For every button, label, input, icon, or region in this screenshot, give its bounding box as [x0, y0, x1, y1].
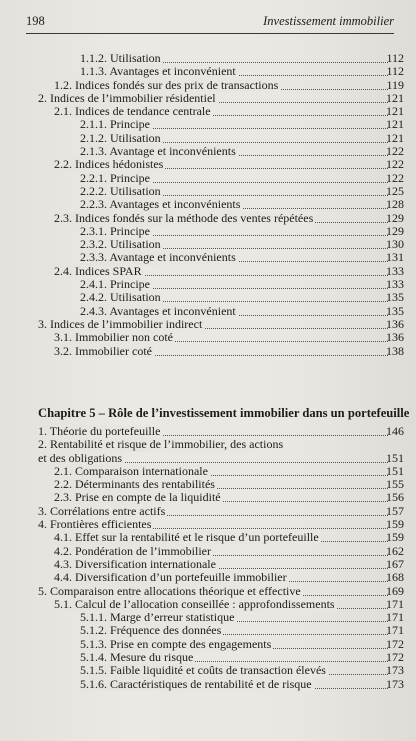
toc-entry-page: 172	[386, 650, 404, 665]
toc-entry-label: 2.2.3. Avantages et inconvénients	[80, 197, 241, 212]
toc-entry-label: 2.2.2. Utilisation	[80, 183, 161, 198]
toc-entry	[0, 345, 416, 358]
toc-entry-label: 3. Corrélations entre actifs	[38, 503, 166, 518]
toc-entry-label: 2.1. Comparaison internationale	[54, 463, 208, 478]
page-header	[26, 14, 394, 32]
toc-entry-page: 171	[386, 610, 404, 625]
toc-entry	[0, 505, 416, 518]
toc-entry	[0, 52, 416, 65]
toc-entry-page: 112	[386, 64, 404, 79]
toc-entry-page: 171	[386, 596, 404, 611]
toc-entry-page: 130	[386, 237, 404, 252]
toc-entry-page: 138	[386, 343, 404, 358]
toc-entry-page: 155	[386, 477, 404, 492]
toc-entry-page: 121	[386, 117, 404, 132]
toc-entry	[0, 518, 416, 531]
toc-entry-page: 129	[386, 223, 404, 238]
toc-entry-page: 151	[386, 463, 404, 478]
toc-entry-page: 162	[386, 543, 404, 558]
toc-entry-page: 159	[386, 530, 404, 545]
toc-entry	[0, 172, 416, 185]
toc-entry	[0, 251, 416, 264]
toc-entry-page: 121	[386, 90, 404, 105]
toc-entry-label: 2.3. Indices fondés sur la méthode des ventes répétées	[54, 210, 314, 225]
toc-entry	[0, 158, 416, 171]
toc-entry-label: 2.1.3. Avantage et inconvénients	[80, 144, 236, 159]
toc-entry-label: 2.1. Indices de tendance centrale	[54, 104, 211, 119]
toc-entry	[0, 624, 416, 637]
toc-section-chapter-5	[0, 425, 416, 691]
toc-entry-label: 2.4. Indices SPAR	[54, 263, 142, 278]
toc-entry-label: 3. Indices de l’immobilier indirect	[38, 316, 203, 331]
toc-entry-label: 2.3.3. Avantage et inconvénients	[80, 250, 236, 265]
toc-entry	[0, 65, 416, 78]
toc-entry-page: 136	[386, 330, 404, 345]
toc-entry	[0, 598, 416, 611]
toc-entry	[0, 291, 416, 304]
toc-entry-page: 169	[386, 583, 404, 598]
toc-entry	[0, 571, 416, 584]
toc-entry-label: 2.4.1. Principe	[80, 277, 150, 292]
toc-entry-label: 5. Comparaison entre allocations théorique et effective	[38, 583, 301, 598]
toc-entry-page: 136	[386, 316, 404, 331]
toc-entry	[0, 611, 416, 624]
toc-entry-label: 2.2. Déterminants des rentabilités	[54, 477, 215, 492]
toc-entry	[0, 225, 416, 238]
toc-entry-label: 1.1.2. Utilisation	[80, 51, 161, 65]
toc-entry-label: 1. Théorie du portefeuille	[38, 424, 161, 438]
toc-entry-page: 133	[386, 263, 404, 278]
toc-entry	[0, 664, 416, 677]
toc-entry-label: 4.1. Effet sur la rentabilité et le risque d’un portefeuille	[54, 530, 319, 545]
toc-entry-label: 2.4.2. Utilisation	[80, 290, 161, 305]
toc-entry	[0, 678, 416, 691]
toc-entry-label: 2.1.1. Principe	[80, 117, 150, 132]
toc-entry	[0, 238, 416, 251]
toc-entry-page: 135	[386, 290, 404, 305]
toc-entry	[0, 651, 416, 664]
toc-entry	[0, 265, 416, 278]
toc-entry	[0, 132, 416, 145]
toc-entry-page: 133	[386, 277, 404, 292]
toc-entry-page: 119	[386, 77, 404, 92]
toc-entry-label: 2.3.2. Utilisation	[80, 237, 161, 252]
toc-entry-page: 112	[386, 51, 404, 65]
toc-entry-page: 173	[386, 676, 404, 691]
header-rule	[26, 33, 394, 34]
toc-entry-label: 5.1. Calcul de l’allocation conseillée : approfondissements	[54, 596, 335, 611]
toc-entry-label: 4.3. Diversification internationale	[54, 556, 216, 571]
toc-entry	[0, 79, 416, 92]
toc-entry	[0, 212, 416, 225]
toc-entry-page: 129	[386, 210, 404, 225]
toc-entry-page: 159	[386, 517, 404, 532]
toc-entry	[0, 545, 416, 558]
toc-entry-label: 5.1.6. Caractéristiques de rentabilité et de risque	[80, 676, 312, 691]
toc-entry-page: 125	[386, 183, 404, 198]
toc-entry	[0, 531, 416, 544]
toc-entry-label: 5.1.5. Faible liquidité et coûts de transaction élevés	[80, 663, 326, 678]
running-title: Investissement immobilier	[263, 14, 394, 28]
toc-entry-page: 157	[386, 503, 404, 518]
toc-entry-label: 4. Frontières efficientes	[38, 517, 152, 532]
toc-entry-page: 173	[386, 663, 404, 678]
toc-entry	[0, 198, 416, 211]
toc-entry	[0, 438, 416, 451]
toc-entry-label: 2. Indices de l’immobilier résidentiel	[38, 90, 216, 105]
toc-entry-page: 167	[386, 556, 404, 571]
toc-entry-label: 3.2. Immobilier coté	[54, 343, 152, 358]
toc-entry	[0, 452, 416, 465]
toc-entry-page: 146	[386, 424, 404, 438]
toc-entry	[0, 331, 416, 344]
toc-entry-label: 2.2. Indices hédonistes	[54, 157, 164, 172]
toc-entry	[0, 278, 416, 291]
toc-entry-label: 2.2.1. Principe	[80, 170, 150, 185]
toc-entry-label: 4.2. Pondération de l’immobilier	[54, 543, 211, 558]
toc-entry	[0, 105, 416, 118]
toc-entry	[0, 118, 416, 131]
toc-entry-page: 135	[386, 303, 404, 318]
toc-entry-label: 2.1.2. Utilisation	[80, 130, 161, 145]
toc-entry-page: 171	[386, 623, 404, 638]
toc-entry-label: 1.1.3. Avantages et inconvénient	[80, 64, 236, 79]
page-number: 198	[26, 14, 45, 28]
toc-entry	[0, 638, 416, 651]
toc-entry	[0, 145, 416, 158]
toc-entry-label: 1.2. Indices fondés sur des prix de transactions	[54, 77, 279, 92]
toc-entry-page: 122	[386, 157, 404, 172]
toc-entry-page: 128	[386, 197, 404, 212]
toc-entry-label: 2.3.1. Principe	[80, 223, 150, 238]
chapter-heading: Chapitre 5 – Rôle de l’investissement immobilier dans un portefeuille	[38, 406, 410, 420]
toc-entry-page: 172	[386, 636, 404, 651]
toc-entry	[0, 491, 416, 504]
toc-entry-page: 121	[386, 130, 404, 145]
toc-entry	[0, 585, 416, 598]
toc-entry-page: 156	[386, 490, 404, 505]
toc-section-chapter-4-continued	[0, 52, 416, 358]
toc-entry-label: 2.3. Prise en compte de la liquidité	[54, 490, 221, 505]
toc-entry-label: 2. Rentabilité et risque de l’immobilier, des actions	[38, 437, 284, 452]
toc-entry-page: 121	[386, 104, 404, 119]
toc-entry	[0, 305, 416, 318]
toc-entry	[0, 478, 416, 491]
toc-entry-label: 4.4. Diversification d’un portefeuille immobilier	[54, 570, 287, 585]
toc-entry	[0, 318, 416, 331]
toc-entry-label: 5.1.2. Fréquence des données	[80, 623, 222, 638]
toc-entry	[0, 425, 416, 438]
toc-entry-page: 131	[386, 250, 404, 265]
toc-entry-label: et des obligations	[38, 450, 122, 465]
toc-entry	[0, 185, 416, 198]
toc-entry	[0, 92, 416, 105]
toc-entry-label: 2.4.3. Avantages et inconvénient	[80, 303, 236, 318]
toc-entry-label: 5.1.1. Marge d’erreur statistique	[80, 610, 235, 625]
toc-entry-page: 122	[386, 170, 404, 185]
toc-entry-label: 5.1.3. Prise en compte des engagements	[80, 636, 272, 651]
toc-entry-label: 5.1.4. Mesure du risque	[80, 650, 194, 665]
toc-entry	[0, 465, 416, 478]
toc-entry	[0, 558, 416, 571]
toc-entry-page: 122	[386, 144, 404, 159]
toc-entry-label: 3.1. Immobilier non coté	[54, 330, 173, 345]
toc-entry-page: 151	[386, 450, 404, 465]
toc-entry-page: 168	[386, 570, 404, 585]
